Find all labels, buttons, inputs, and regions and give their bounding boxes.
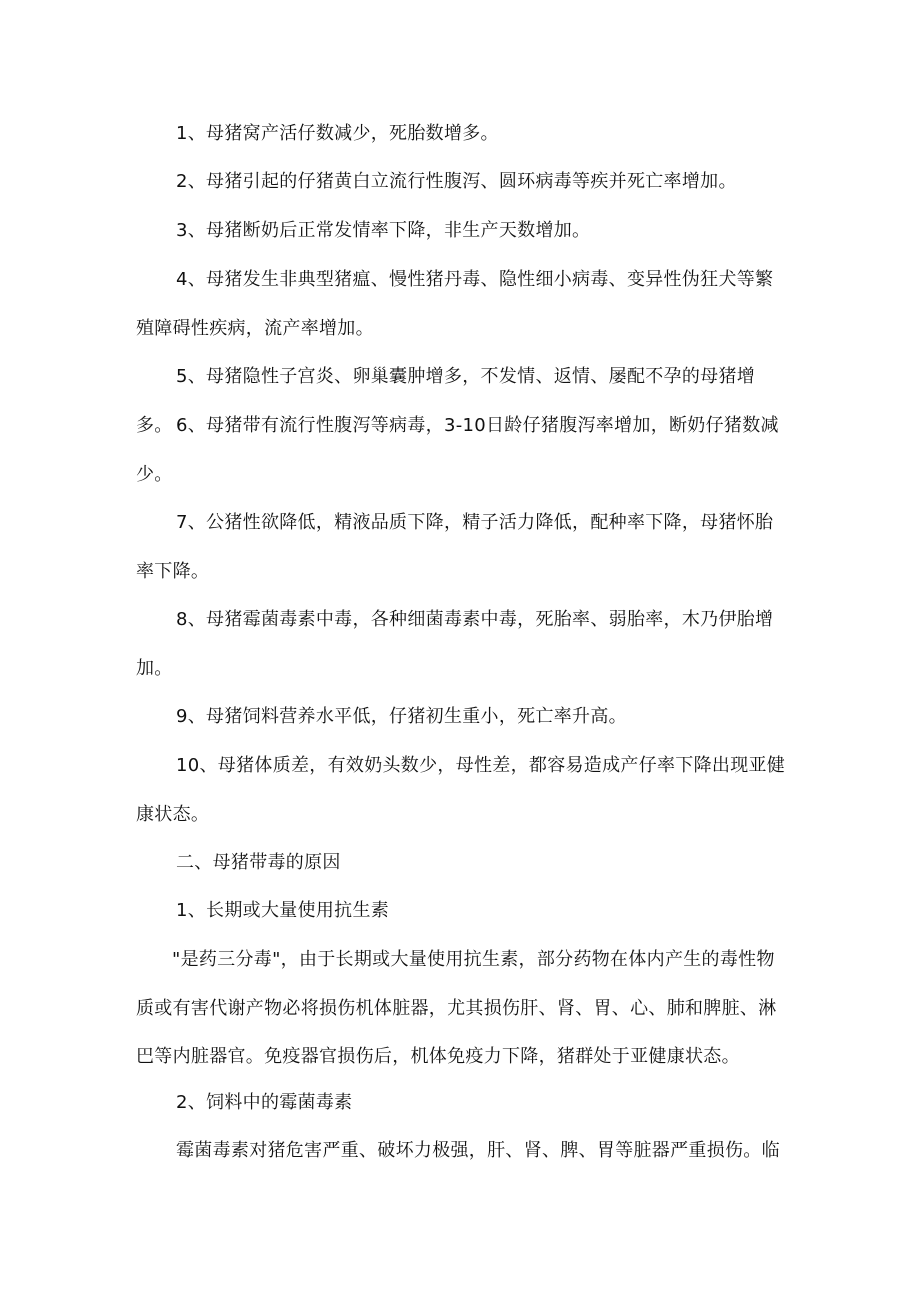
body-paragraph: 霉菌毒素对猪危害严重、破坏力极强，肝、肾、脾、胃等脏器严重损伤。临 [176, 1140, 780, 1161]
list-item: 10、母猪体质差，有效奶头数少，母性差，都容易造成产仔率下降出现亚健康状态。 [136, 755, 786, 825]
list-item: 3、母猪断奶后正常发情率下降，非生产天数增加。 [176, 220, 591, 241]
subsection-heading: 1、长期或大量使用抗生素 [176, 900, 390, 921]
list-item: 4、母猪发生非典型猪瘟、慢性猪丹毒、隐性细小病毒、变异性伪狂犬等繁殖障碍性疾病，流产率增加。 [136, 269, 774, 339]
list-item: 1、母猪窝产活仔数减少，死胎数增多。 [176, 123, 499, 144]
section-heading: 二、母猪带毒的原因 [176, 852, 341, 873]
subsection-heading: 2、饲料中的霉菌毒素 [176, 1092, 353, 1113]
list-item: 5、母猪隐性子宫炎、卵巢囊肿增多，不发情、返情、屡配不孕的母猪增多。 [136, 366, 756, 436]
list-item: 2、母猪引起的仔猪黄白立流行性腹泻、圆环病毒等疾并死亡率增加。 [176, 171, 737, 192]
list-item: 8、母猪霉菌毒素中毒，各种细菌毒素中毒，死胎率、弱胎率，木乃伊胎增加。 [136, 609, 774, 679]
body-paragraph: "是药三分毒"，由于长期或大量使用抗生素，部分药物在体内产生的毒性物质或有害代谢产物必将损伤机体脏器，尤其损伤肝、肾、胃、心、肺和脾脏、淋巴等内脏器官。免疫器官损伤后，机体免疫力下降，猪群处于亚健康状态。 [136, 949, 777, 1067]
list-item: 6、母猪带有流行性腹泻等病毒，3-10日龄仔猪腹泻率增加，断奶仔猪数减少。 [136, 415, 779, 485]
list-item: 7、公猪性欲降低，精液品质下降，精子活力降低，配种率下降，母猪怀胎率下降。 [136, 512, 774, 582]
list-item: 9、母猪饲料营养水平低，仔猪初生重小，死亡率升高。 [176, 706, 627, 727]
